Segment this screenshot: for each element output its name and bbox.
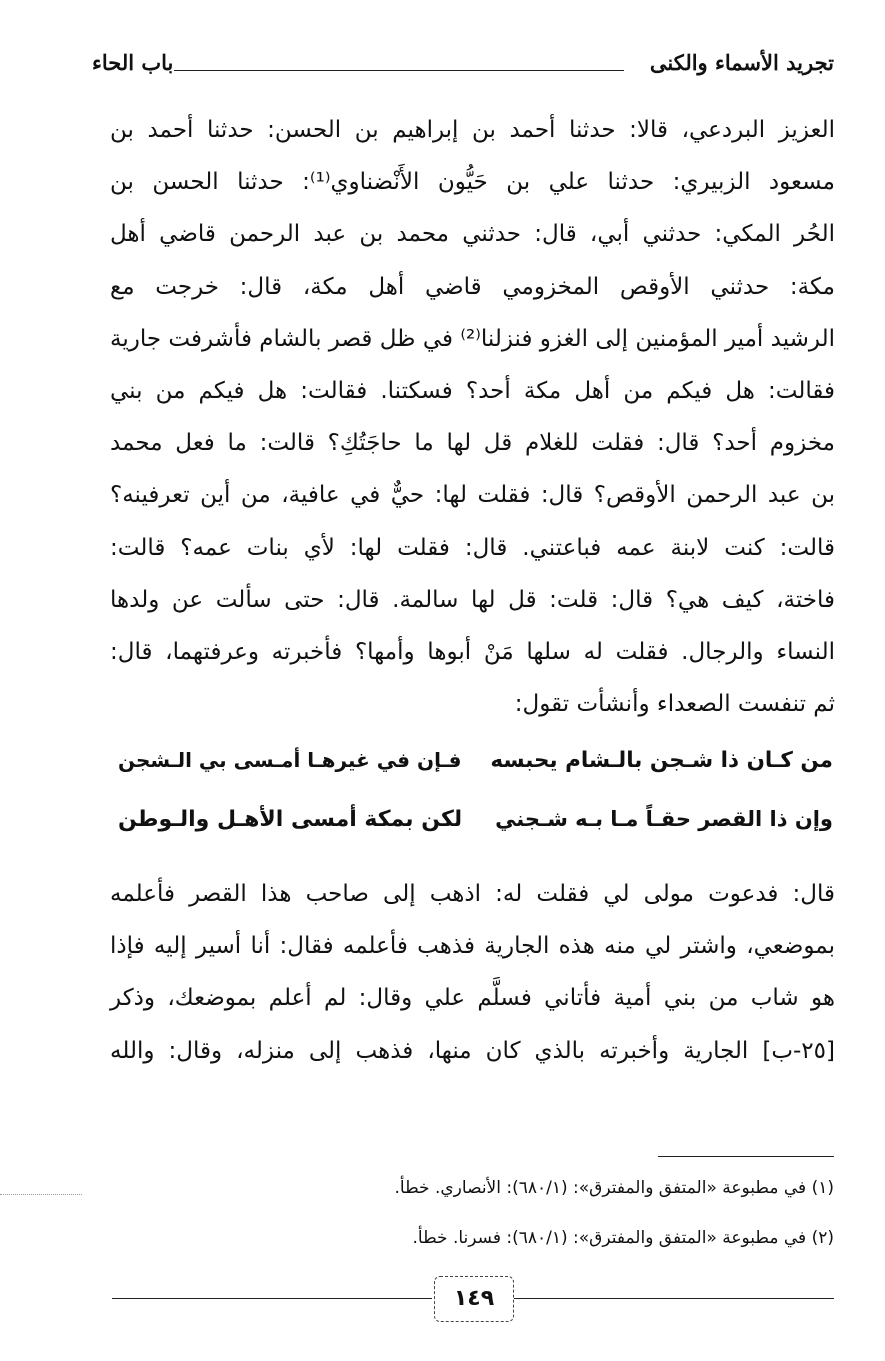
page-number: ١٤٩ bbox=[434, 1276, 514, 1322]
main-text bbox=[110, 104, 835, 730]
text-line: مخزوم أحد؟ قال: فقلت للغلام قل لها ما حاجَتُكِ؟ قالت: ما فعل محمد bbox=[110, 430, 835, 457]
text-line: بن عبد الرحمن الأوقص؟ قال: فقلت لها: حيٌّ في عافية، من أين تعرفينه؟ bbox=[110, 482, 835, 509]
text-line: ثم تنفست الصعداء وأنشأت تقول: bbox=[514, 691, 835, 718]
footnote-separator bbox=[658, 1156, 834, 1157]
chapter-title: باب الحاء bbox=[92, 50, 174, 75]
text-line: مكة: حدثني الأوقص المخزومي قاضي أهل مكة، قال: خرجت مع bbox=[110, 273, 835, 300]
verse-second-hemistich: فـإن في غيرهـا أمـسى بي الـشجن bbox=[118, 748, 462, 772]
text-line: قال: فدعوت مولى لي فقلت له: اذهب إلى صاحب هذا القصر فأعلمه bbox=[110, 881, 835, 907]
text-line: [٢٥-ب] الجارية وأخبرته بالذي كان منها، فذهب إلى منزله، وقال: والله bbox=[110, 1037, 835, 1064]
verse-first-hemistich: وإن ذا القصر حقـاً مـا بـه شـجني bbox=[495, 807, 833, 831]
footer-rule-left bbox=[112, 1298, 432, 1299]
main-text-continued bbox=[110, 868, 835, 1077]
text-line: النساء والرجال. فقلت له سلها مَنْ أبوها وأمها؟ فأخبرته وعرفتهما، قال: bbox=[110, 638, 835, 665]
footnote: (٢) في مطبوعة «المتفق والمفترق»: (٦٨٠/١): فسرنا. خطأ. bbox=[412, 1228, 834, 1248]
text-line: فاختة، كيف هي؟ قال: قلت: قل لها سالمة. قال: حتى سألت عن ولدها bbox=[110, 586, 835, 613]
scan-artifact bbox=[0, 1194, 82, 1195]
text-line: مسعود الزبيري: حدثنا علي بن حَيُّون الأَنْضناوي⁽¹⁾: حدثنا الحسن بن bbox=[110, 169, 835, 196]
footnote: (١) في مطبوعة «المتفق والمفترق»: (٦٨٠/١): الأنصاري. خطأ. bbox=[394, 1178, 834, 1198]
book-title: تجريد الأسماء والكنى bbox=[649, 50, 834, 75]
text-line: الحُر المكي: حدثني أبي، قال: حدثني محمد بن عبد الرحمن قاضي أهل bbox=[110, 221, 835, 248]
text-line: هو شاب من بني أمية فأتاني فسلَّم علي وقال: لم أعلم بموضعك، وذكر bbox=[110, 985, 835, 1012]
text-line: بموضعي، واشتر لي منه هذه الجارية فذهب فأعلمه فقال: أنا أسير إليه فإذا bbox=[110, 933, 835, 960]
verse-second-hemistich: لكن بمكة أمسى الأهـل والـوطن bbox=[118, 807, 463, 832]
footer-rule-right bbox=[514, 1298, 834, 1299]
text-line: فقالت: هل فيكم من أهل مكة أحد؟ فسكتنا. فقالت: هل فيكم من بني bbox=[110, 377, 835, 404]
text-line: الرشيد أمير المؤمنين إلى الغزو فنزلنا⁽²⁾ في ظل قصر بالشام فأشرفت جارية bbox=[110, 325, 835, 352]
header-rule bbox=[174, 70, 624, 71]
running-header bbox=[92, 50, 834, 84]
verse-first-hemistich: من كـان ذا شـجن بالـشام يحبسه bbox=[490, 748, 833, 773]
text-line: العزيز البردعي، قالا: حدثنا أحمد بن إبراهيم بن الحسن: حدثنا أحمد بن bbox=[110, 117, 835, 143]
text-line: قالت: كنت لابنة عمه فباعتني. قال: فقلت لها: لأي بنات عمه؟ قالت: bbox=[110, 534, 835, 561]
